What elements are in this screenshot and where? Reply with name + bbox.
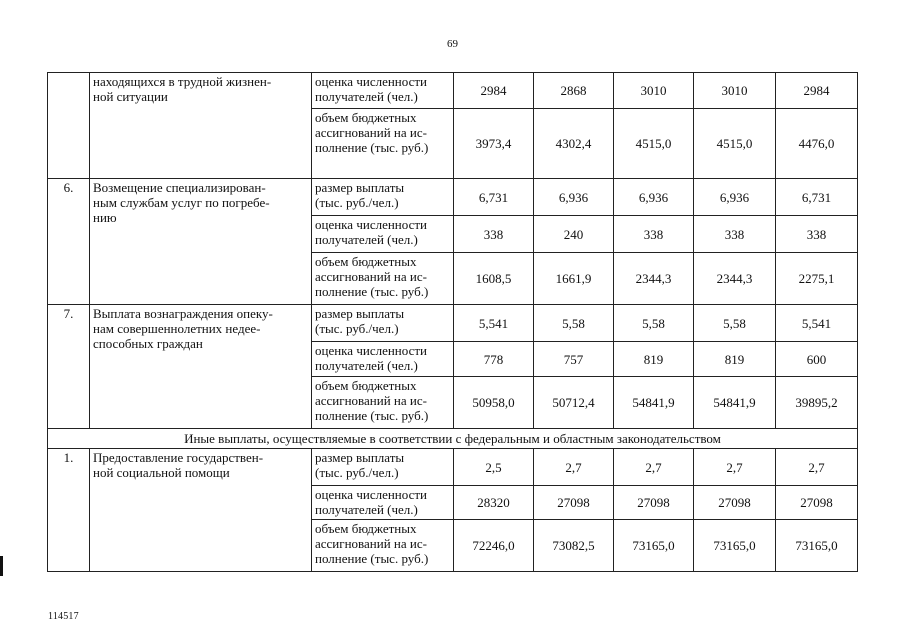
value-cell: 2344,3: [614, 253, 694, 305]
value-cell: 240: [534, 216, 614, 253]
value-cell: 5,58: [694, 305, 776, 342]
page-number: 69: [447, 38, 458, 50]
value-cell: 338: [776, 216, 858, 253]
value-cell: 50958,0: [454, 377, 534, 429]
value-cell: 4302,4: [534, 109, 614, 179]
value-cell: 5,541: [776, 305, 858, 342]
value-cell: 2275,1: [776, 253, 858, 305]
value-cell: 73165,0: [776, 520, 858, 572]
payments-table: [47, 72, 858, 572]
document-code: 114517: [48, 611, 79, 622]
row-index: 7.: [48, 305, 90, 429]
value-cell: 2,7: [694, 449, 776, 486]
value-cell: 4515,0: [614, 109, 694, 179]
value-cell: 600: [776, 342, 858, 377]
value-cell: 338: [694, 216, 776, 253]
indicator-label: объем бюджетных ассигнований на ис- полнение (тыс. руб.): [312, 253, 454, 305]
indicator-label: объем бюджетных ассигнований на ис- полнение (тыс. руб.): [312, 109, 454, 179]
value-cell: 6,936: [694, 179, 776, 216]
value-cell: 54841,9: [614, 377, 694, 429]
value-cell: 3973,4: [454, 109, 534, 179]
value-cell: 5,58: [614, 305, 694, 342]
value-cell: 1661,9: [534, 253, 614, 305]
scan-edge-mark: [0, 556, 3, 576]
value-cell: 338: [614, 216, 694, 253]
value-cell: 28320: [454, 486, 534, 520]
indicator-label: объем бюджетных ассигнований на ис- полнение (тыс. руб.): [312, 377, 454, 429]
table-row: [48, 429, 858, 449]
value-cell: 6,731: [776, 179, 858, 216]
value-cell: 73165,0: [614, 520, 694, 572]
value-cell: 2984: [776, 73, 858, 109]
value-cell: 2344,3: [694, 253, 776, 305]
measure-name: находящихся в трудной жизнен- ной ситуации: [90, 73, 312, 179]
value-cell: 819: [614, 342, 694, 377]
value-cell: 50712,4: [534, 377, 614, 429]
measure-name: Предоставление государствен- ной социальной помощи: [90, 449, 312, 572]
value-cell: 778: [454, 342, 534, 377]
value-cell: 27098: [614, 486, 694, 520]
value-cell: 54841,9: [694, 377, 776, 429]
table-row: [48, 179, 858, 216]
value-cell: 27098: [534, 486, 614, 520]
value-cell: 5,541: [454, 305, 534, 342]
value-cell: 73082,5: [534, 520, 614, 572]
indicator-label: оценка численности получателей (чел.): [312, 342, 454, 377]
value-cell: 3010: [614, 73, 694, 109]
row-index: 6.: [48, 179, 90, 305]
table-body: [48, 73, 858, 572]
value-cell: 6,936: [614, 179, 694, 216]
value-cell: 6,936: [534, 179, 614, 216]
value-cell: 39895,2: [776, 377, 858, 429]
value-cell: 3010: [694, 73, 776, 109]
value-cell: 2868: [534, 73, 614, 109]
value-cell: 73165,0: [694, 520, 776, 572]
indicator-label: оценка численности получателей (чел.): [312, 486, 454, 520]
value-cell: 2,7: [776, 449, 858, 486]
row-index: [48, 73, 90, 179]
value-cell: 6,731: [454, 179, 534, 216]
value-cell: 5,58: [534, 305, 614, 342]
indicator-label: объем бюджетных ассигнований на ис- полнение (тыс. руб.): [312, 520, 454, 572]
indicator-label: оценка численности получателей (чел.): [312, 216, 454, 253]
value-cell: 2984: [454, 73, 534, 109]
value-cell: 72246,0: [454, 520, 534, 572]
value-cell: 27098: [694, 486, 776, 520]
value-cell: 2,7: [534, 449, 614, 486]
value-cell: 819: [694, 342, 776, 377]
row-index: 1.: [48, 449, 90, 572]
indicator-label: размер выплаты (тыс. руб./чел.): [312, 305, 454, 342]
table-row: [48, 73, 858, 109]
section-heading: Иные выплаты, осуществляемые в соответствии с федеральным и областным законодательством: [48, 429, 858, 449]
indicator-label: оценка численности получателей (чел.): [312, 73, 454, 109]
table-row: [48, 305, 858, 342]
measure-name: Возмещение специализирован- ным службам услуг по погребе- нию: [90, 179, 312, 305]
indicator-label: размер выплаты (тыс. руб./чел.): [312, 179, 454, 216]
value-cell: 338: [454, 216, 534, 253]
value-cell: 27098: [776, 486, 858, 520]
table-row: [48, 449, 858, 486]
value-cell: 1608,5: [454, 253, 534, 305]
measure-name: Выплата вознаграждения опеку- нам совершеннолетних недее- способных граждан: [90, 305, 312, 429]
value-cell: 2,7: [614, 449, 694, 486]
value-cell: 2,5: [454, 449, 534, 486]
value-cell: 4515,0: [694, 109, 776, 179]
value-cell: 4476,0: [776, 109, 858, 179]
indicator-label: размер выплаты (тыс. руб./чел.): [312, 449, 454, 486]
value-cell: 757: [534, 342, 614, 377]
